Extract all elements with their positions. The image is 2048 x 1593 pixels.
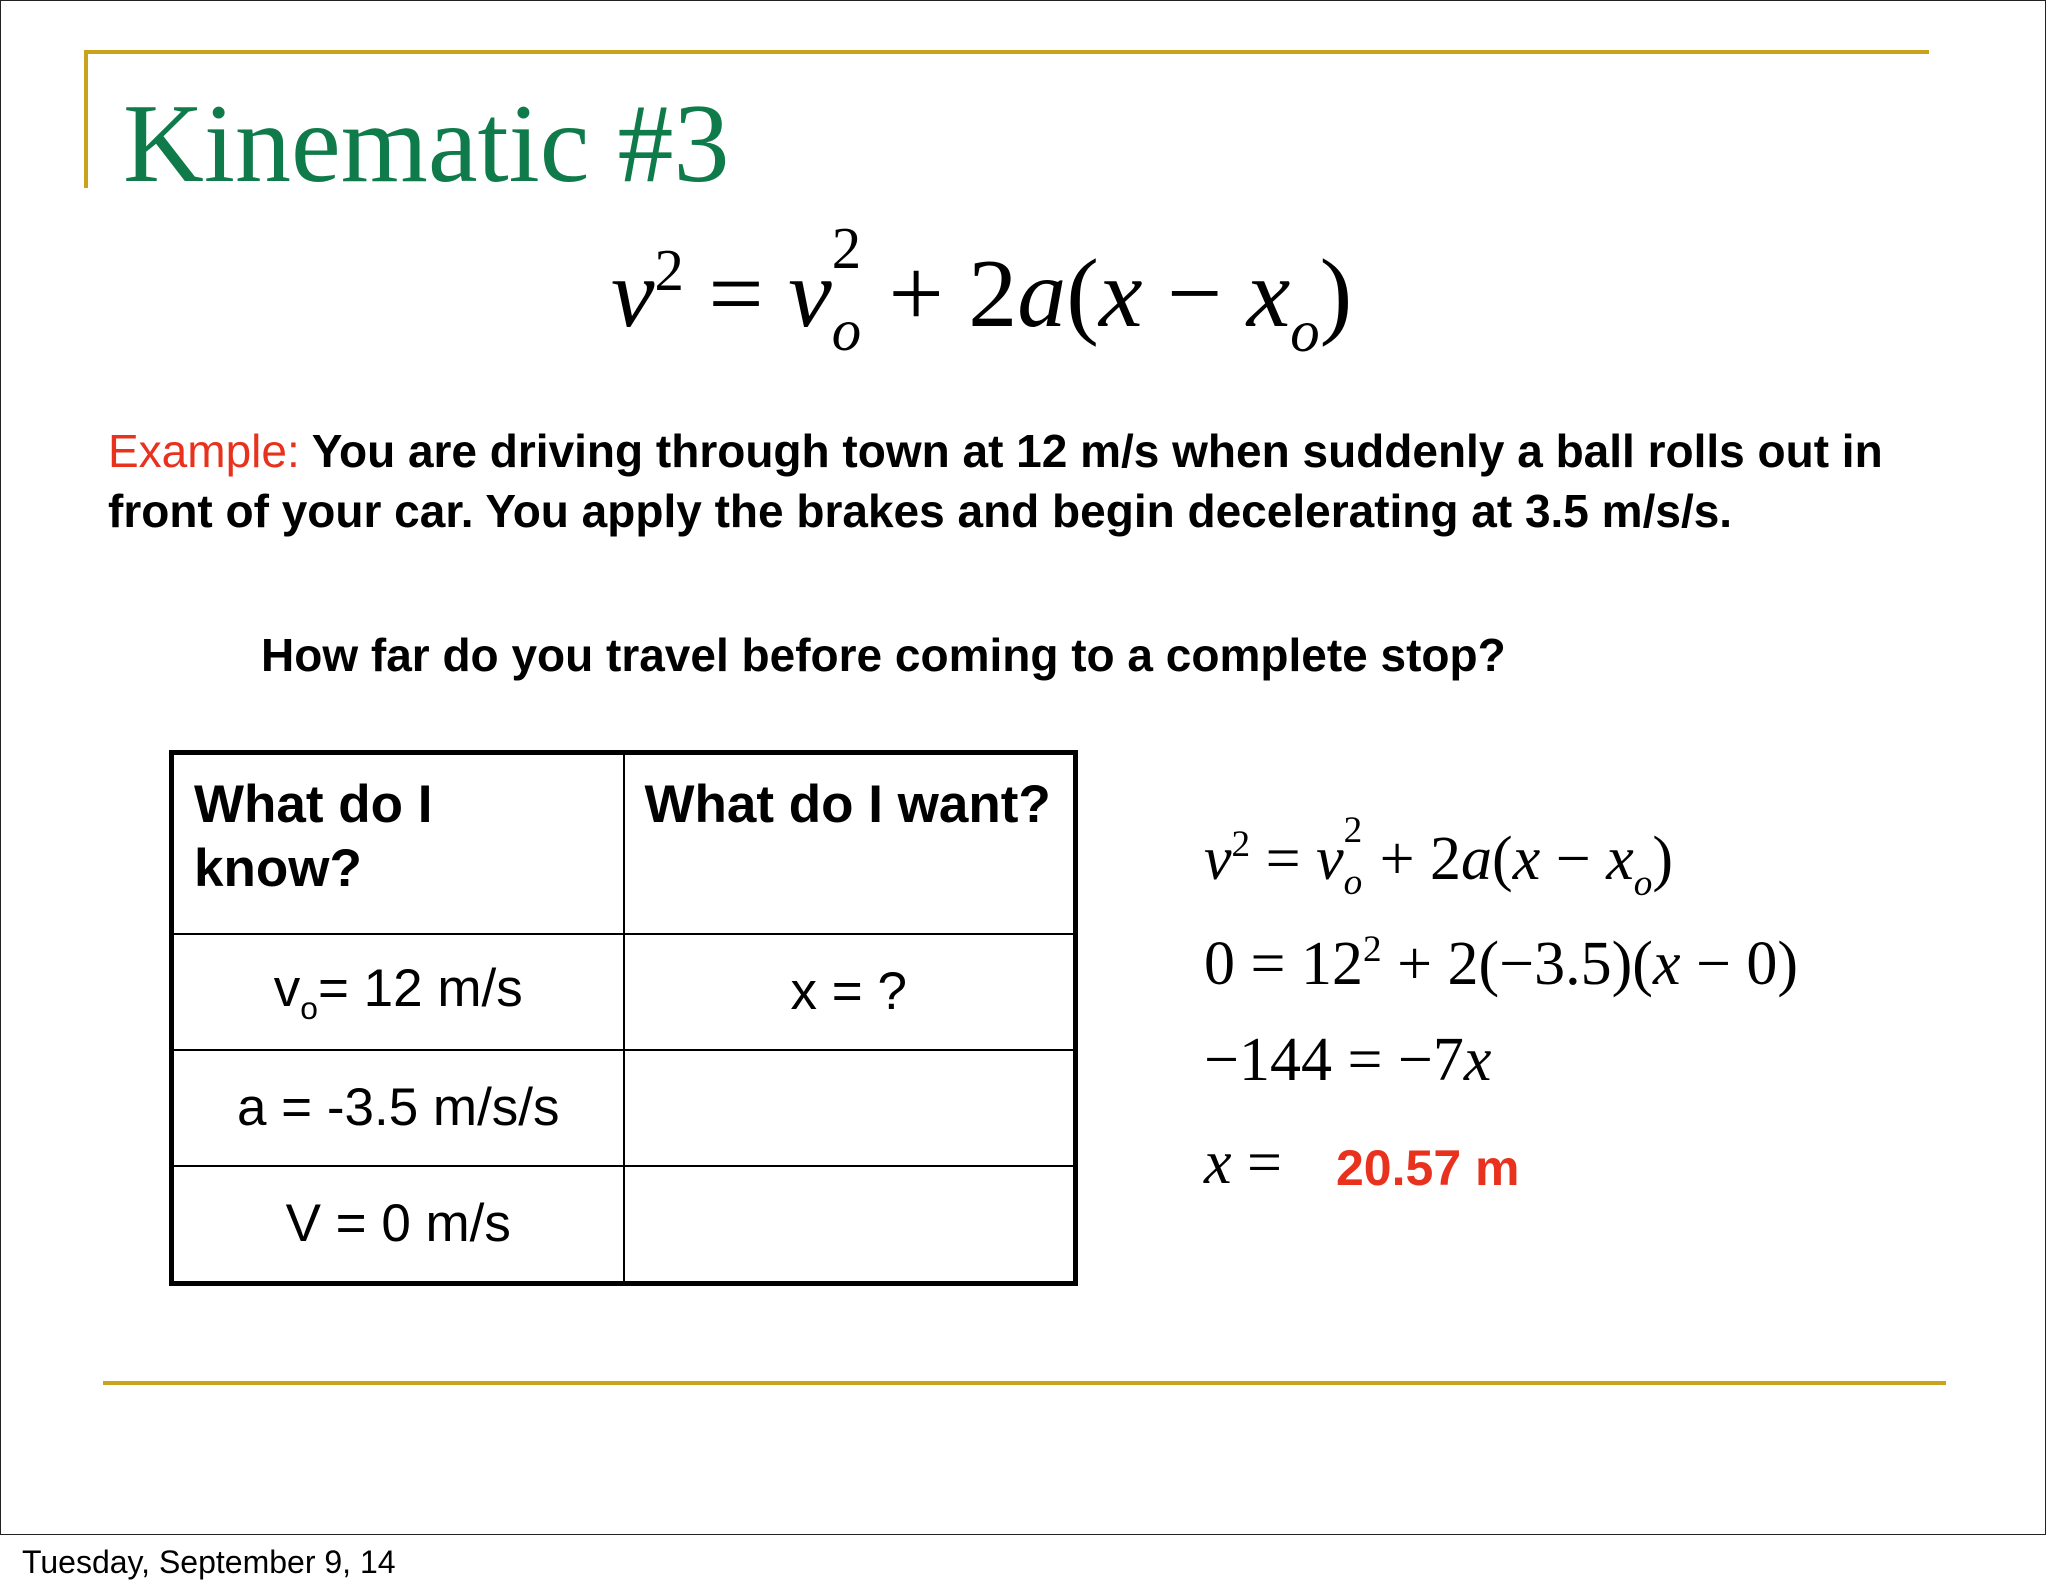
table-row (172, 1166, 1076, 1284)
sol1-coef: 2 (1430, 825, 1462, 893)
eq-accel: a (1017, 240, 1067, 348)
sol1-x0-sub: o (1633, 862, 1653, 904)
eq-rhs-sub: o (831, 298, 862, 364)
sol1-rhs-subsup (1343, 810, 1364, 904)
eq-x0-sub: o (1290, 298, 1320, 364)
eq-minus: − (1166, 240, 1223, 348)
solution-line-2 (1204, 928, 1798, 1009)
answer-value: 20.57 m (1336, 1140, 1520, 1196)
sol1-rhs-var: v (1316, 825, 1344, 893)
table-row (172, 1050, 1076, 1166)
sol1-minus: − (1555, 825, 1591, 893)
eq-rhs-exp: 2 (831, 215, 862, 281)
eq-open-paren: ( (1066, 240, 1099, 348)
table-row (172, 934, 1076, 1050)
example-label: Example: (108, 425, 300, 477)
know-want-table (169, 750, 1078, 1286)
cell-know-a: a = -3.5 m/s/s (172, 1050, 624, 1166)
bottom-accent-rule (103, 1381, 1946, 1385)
solution-line-4 (1204, 1127, 1282, 1199)
main-equation (611, 215, 1353, 364)
eq-equals: = (708, 240, 764, 348)
sol4-equals: = (1231, 1129, 1282, 1197)
cell-want-empty (624, 1050, 1076, 1166)
sol2-exp: 2 (1362, 928, 1382, 970)
eq-close-paren: ) (1319, 240, 1353, 348)
sol1-equals: = (1265, 825, 1301, 893)
sol1-accel: a (1461, 825, 1493, 893)
eq-x: x (1098, 240, 1143, 348)
eq-rhs-var: v (788, 240, 832, 348)
sol2-tail: − 0) (1680, 930, 1799, 998)
table-header-row (172, 753, 1076, 935)
eq-lhs-var: v (611, 240, 655, 348)
header-know: What do I know? (172, 753, 624, 935)
sol1-lhs-exp: 2 (1231, 823, 1251, 865)
slide-title: Kinematic #3 (123, 82, 730, 206)
cell-know-main: v (273, 959, 301, 1018)
sol3-var: x (1463, 1026, 1492, 1094)
eq-x0: x (1246, 240, 1291, 348)
eq-lhs-exp: 2 (654, 237, 684, 303)
problem-statement (108, 421, 1948, 541)
sol1-rhs-sub: o (1343, 862, 1363, 904)
eq-plus: + (888, 240, 944, 348)
sol2-lhs: 0 (1204, 930, 1235, 998)
sol2-var: x (1652, 930, 1681, 998)
eq-rhs-subsup (831, 215, 864, 364)
sol2-rest: + 2(−3.5)( (1397, 930, 1653, 998)
eq-coef: 2 (968, 240, 1018, 348)
left-accent-rule (84, 50, 88, 188)
sol3-lhs: −144 = −7 (1204, 1026, 1464, 1094)
question: How far do you travel before coming to a complete stop? (261, 629, 1506, 681)
cell-know-rest: = 12 m/s (317, 959, 523, 1018)
cell-know-v0 (172, 934, 624, 1050)
sol1-x0: x (1606, 825, 1634, 893)
sol1-x: x (1512, 825, 1541, 893)
sol2-equals: = (1250, 930, 1286, 998)
cell-know-sub: o (300, 989, 318, 1026)
top-accent-rule (84, 50, 1929, 54)
cell-know-v: V = 0 m/s (172, 1166, 624, 1284)
header-want: What do I want? (624, 753, 1076, 935)
sol1-plus: + (1379, 825, 1415, 893)
sol4-var: x (1204, 1129, 1232, 1197)
sol1-open-paren: ( (1492, 825, 1513, 893)
sol1-close-paren: ) (1652, 825, 1673, 893)
sol1-lhs-var: v (1204, 825, 1232, 893)
cell-want-empty (624, 1166, 1076, 1284)
solution-line-1 (1204, 810, 1673, 904)
footer-date: Tuesday, September 9, 14 (22, 1544, 396, 1580)
solution-line-3 (1204, 1024, 1491, 1096)
cell-want-x: x = ? (624, 934, 1076, 1050)
sol2-base: 12 (1300, 930, 1363, 998)
sol1-rhs-exp: 2 (1343, 810, 1363, 852)
example-text: You are driving through town at 12 m/s when suddenly a ball rolls out in front of your car. You apply the brakes and begin decelerating at 3.5 m/s/s. (108, 425, 1883, 537)
